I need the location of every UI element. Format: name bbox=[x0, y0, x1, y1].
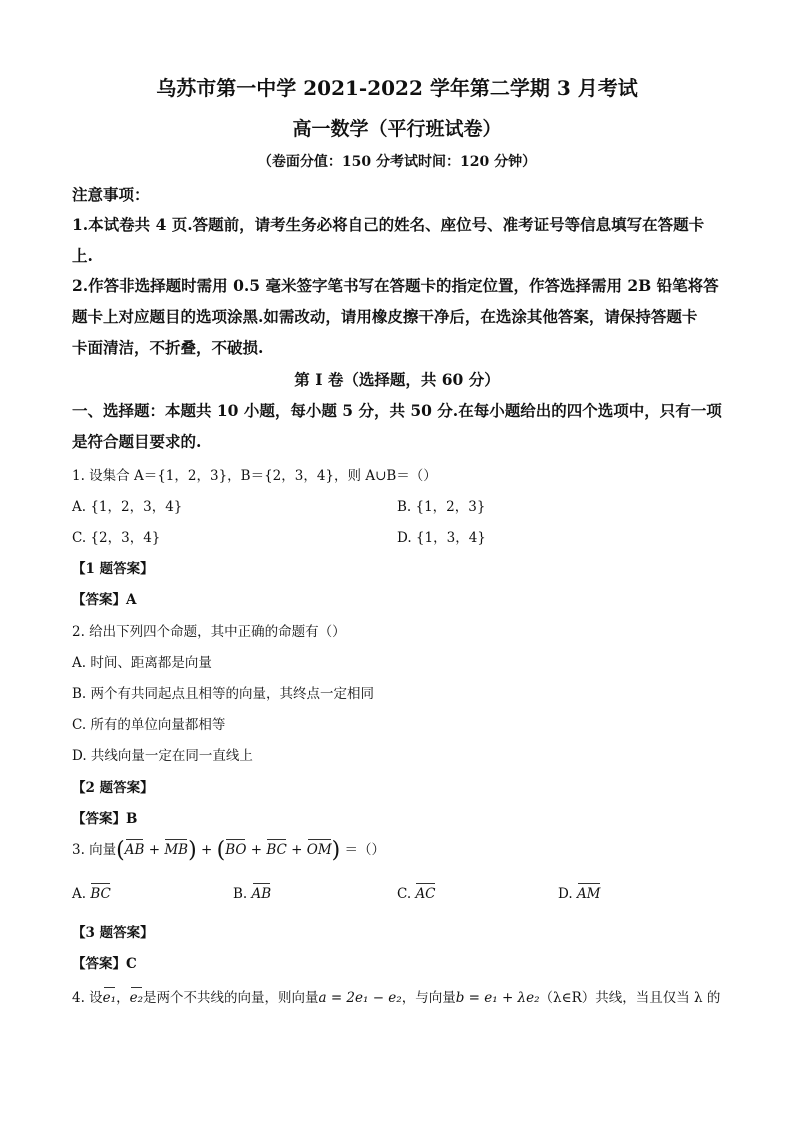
question-3-suffix: ＝（） bbox=[344, 842, 386, 858]
question-1-answer: 【答案】A bbox=[72, 592, 137, 608]
question-3-option-d: D. AM bbox=[558, 882, 601, 902]
notes-heading: 注意事项： bbox=[72, 185, 150, 204]
vector-mb: MB bbox=[164, 838, 188, 858]
question-2-answer-heading: 【2 题答案】 bbox=[72, 780, 154, 796]
question-3-answer-heading: 【3 题答案】 bbox=[72, 925, 154, 941]
question-1-option-d: D. {1，3，4} bbox=[397, 530, 486, 546]
question-2-option-a: A. 时间、距离都是向量 bbox=[72, 655, 212, 671]
vector-ac-option: AC bbox=[415, 882, 435, 902]
exam-subtitle: 高一数学（平行班试卷） bbox=[292, 118, 502, 140]
question-2-stem: 2. 给出下列四个命题，其中正确的命题有（） bbox=[72, 624, 346, 640]
question-3-option-a: A. BC bbox=[72, 882, 111, 902]
question-1-option-b: B. {1，2，3} bbox=[397, 499, 486, 515]
question-3-option-c: C. AC bbox=[397, 882, 436, 902]
vector-e2: e₂ bbox=[130, 986, 143, 1006]
question-1-answer-heading: 【1 题答案】 bbox=[72, 561, 154, 577]
vector-bo: BO bbox=[225, 838, 246, 858]
question-3-stem: 3. 向量(AB + MB) + (BO + BC + OM) ＝（） bbox=[72, 838, 386, 863]
exam-title: 乌苏市第一中学 2021-2022 学年第二学期 3 月考试 bbox=[156, 76, 638, 100]
vector-b-expression: b = e₁ + λe₂ bbox=[455, 990, 540, 1006]
question-2-option-b: B. 两个有共同起点且相等的向量，其终点一定相同 bbox=[72, 686, 375, 702]
vector-ab-option: AB bbox=[252, 882, 272, 902]
section-instruction-line-1: 一、选择题：本题共 10 小题，每小题 5 分，共 50 分.在每小题给出的四个选项中，只有一项 bbox=[72, 401, 722, 420]
note-item-2-line-2: 题卡上对应题目的选项涂黑.如需改动，请用橡皮擦干净后，在选涂其他答案，请保持答题卡 bbox=[72, 307, 698, 326]
exam-info: （卷面分值：150 分考试时间：120 分钟） bbox=[257, 154, 537, 170]
question-3-prefix: 3. 向量 bbox=[72, 842, 117, 858]
vector-am-option: AM bbox=[577, 882, 601, 902]
vector-ab: AB bbox=[125, 838, 145, 858]
question-2-option-d: D. 共线向量一定在同一直线上 bbox=[72, 748, 253, 764]
vector-bc-option: BC bbox=[90, 882, 111, 902]
question-3-answer: 【答案】C bbox=[72, 956, 137, 972]
vector-e1: e₁ bbox=[103, 986, 116, 1006]
note-item-2-line-3: 卡面清洁，不折叠，不破损. bbox=[72, 338, 264, 357]
note-item-1-line-1: 1.本试卷共 4 页.答题前，请考生务必将自己的姓名、座位号、准考证号等信息填写在答题卡 bbox=[72, 215, 705, 234]
vector-om: OM bbox=[307, 838, 332, 858]
question-2-option-c: C. 所有的单位向量都相等 bbox=[72, 717, 226, 733]
question-3-option-b: B. AB bbox=[233, 882, 271, 902]
note-item-1-line-2: 上. bbox=[72, 246, 93, 265]
section-instruction-line-2: 是符合题目要求的. bbox=[72, 432, 202, 451]
note-item-2-line-1: 2.作答非选择题时需用 0.5 毫米签字笔书写在答题卡的指定位置，作答选择需用 2B 铅笔将答 bbox=[72, 276, 719, 295]
question-1-option-c: C. {2，3，4} bbox=[72, 530, 161, 546]
question-1-stem: 1. 设集合 A＝{1，2，3}，B＝{2，3，4}，则 A∪B＝（） bbox=[72, 468, 437, 484]
question-2-answer: 【答案】B bbox=[72, 811, 138, 827]
question-4-stem: 4. 设e₁，e₂是两个不共线的向量，则向量a = 2e₁ − e₂，与向量b = e₁ + λe₂（λ∈R）共线，当且仅当 λ 的 bbox=[72, 986, 720, 1006]
part1-heading: 第 I 卷（选择题，共 60 分） bbox=[294, 370, 500, 389]
question-1-option-a: A. {1，2，3，4} bbox=[72, 499, 183, 515]
vector-bc: BC bbox=[266, 838, 287, 858]
vector-a-expression: a = 2e₁ − e₂ bbox=[318, 990, 402, 1006]
